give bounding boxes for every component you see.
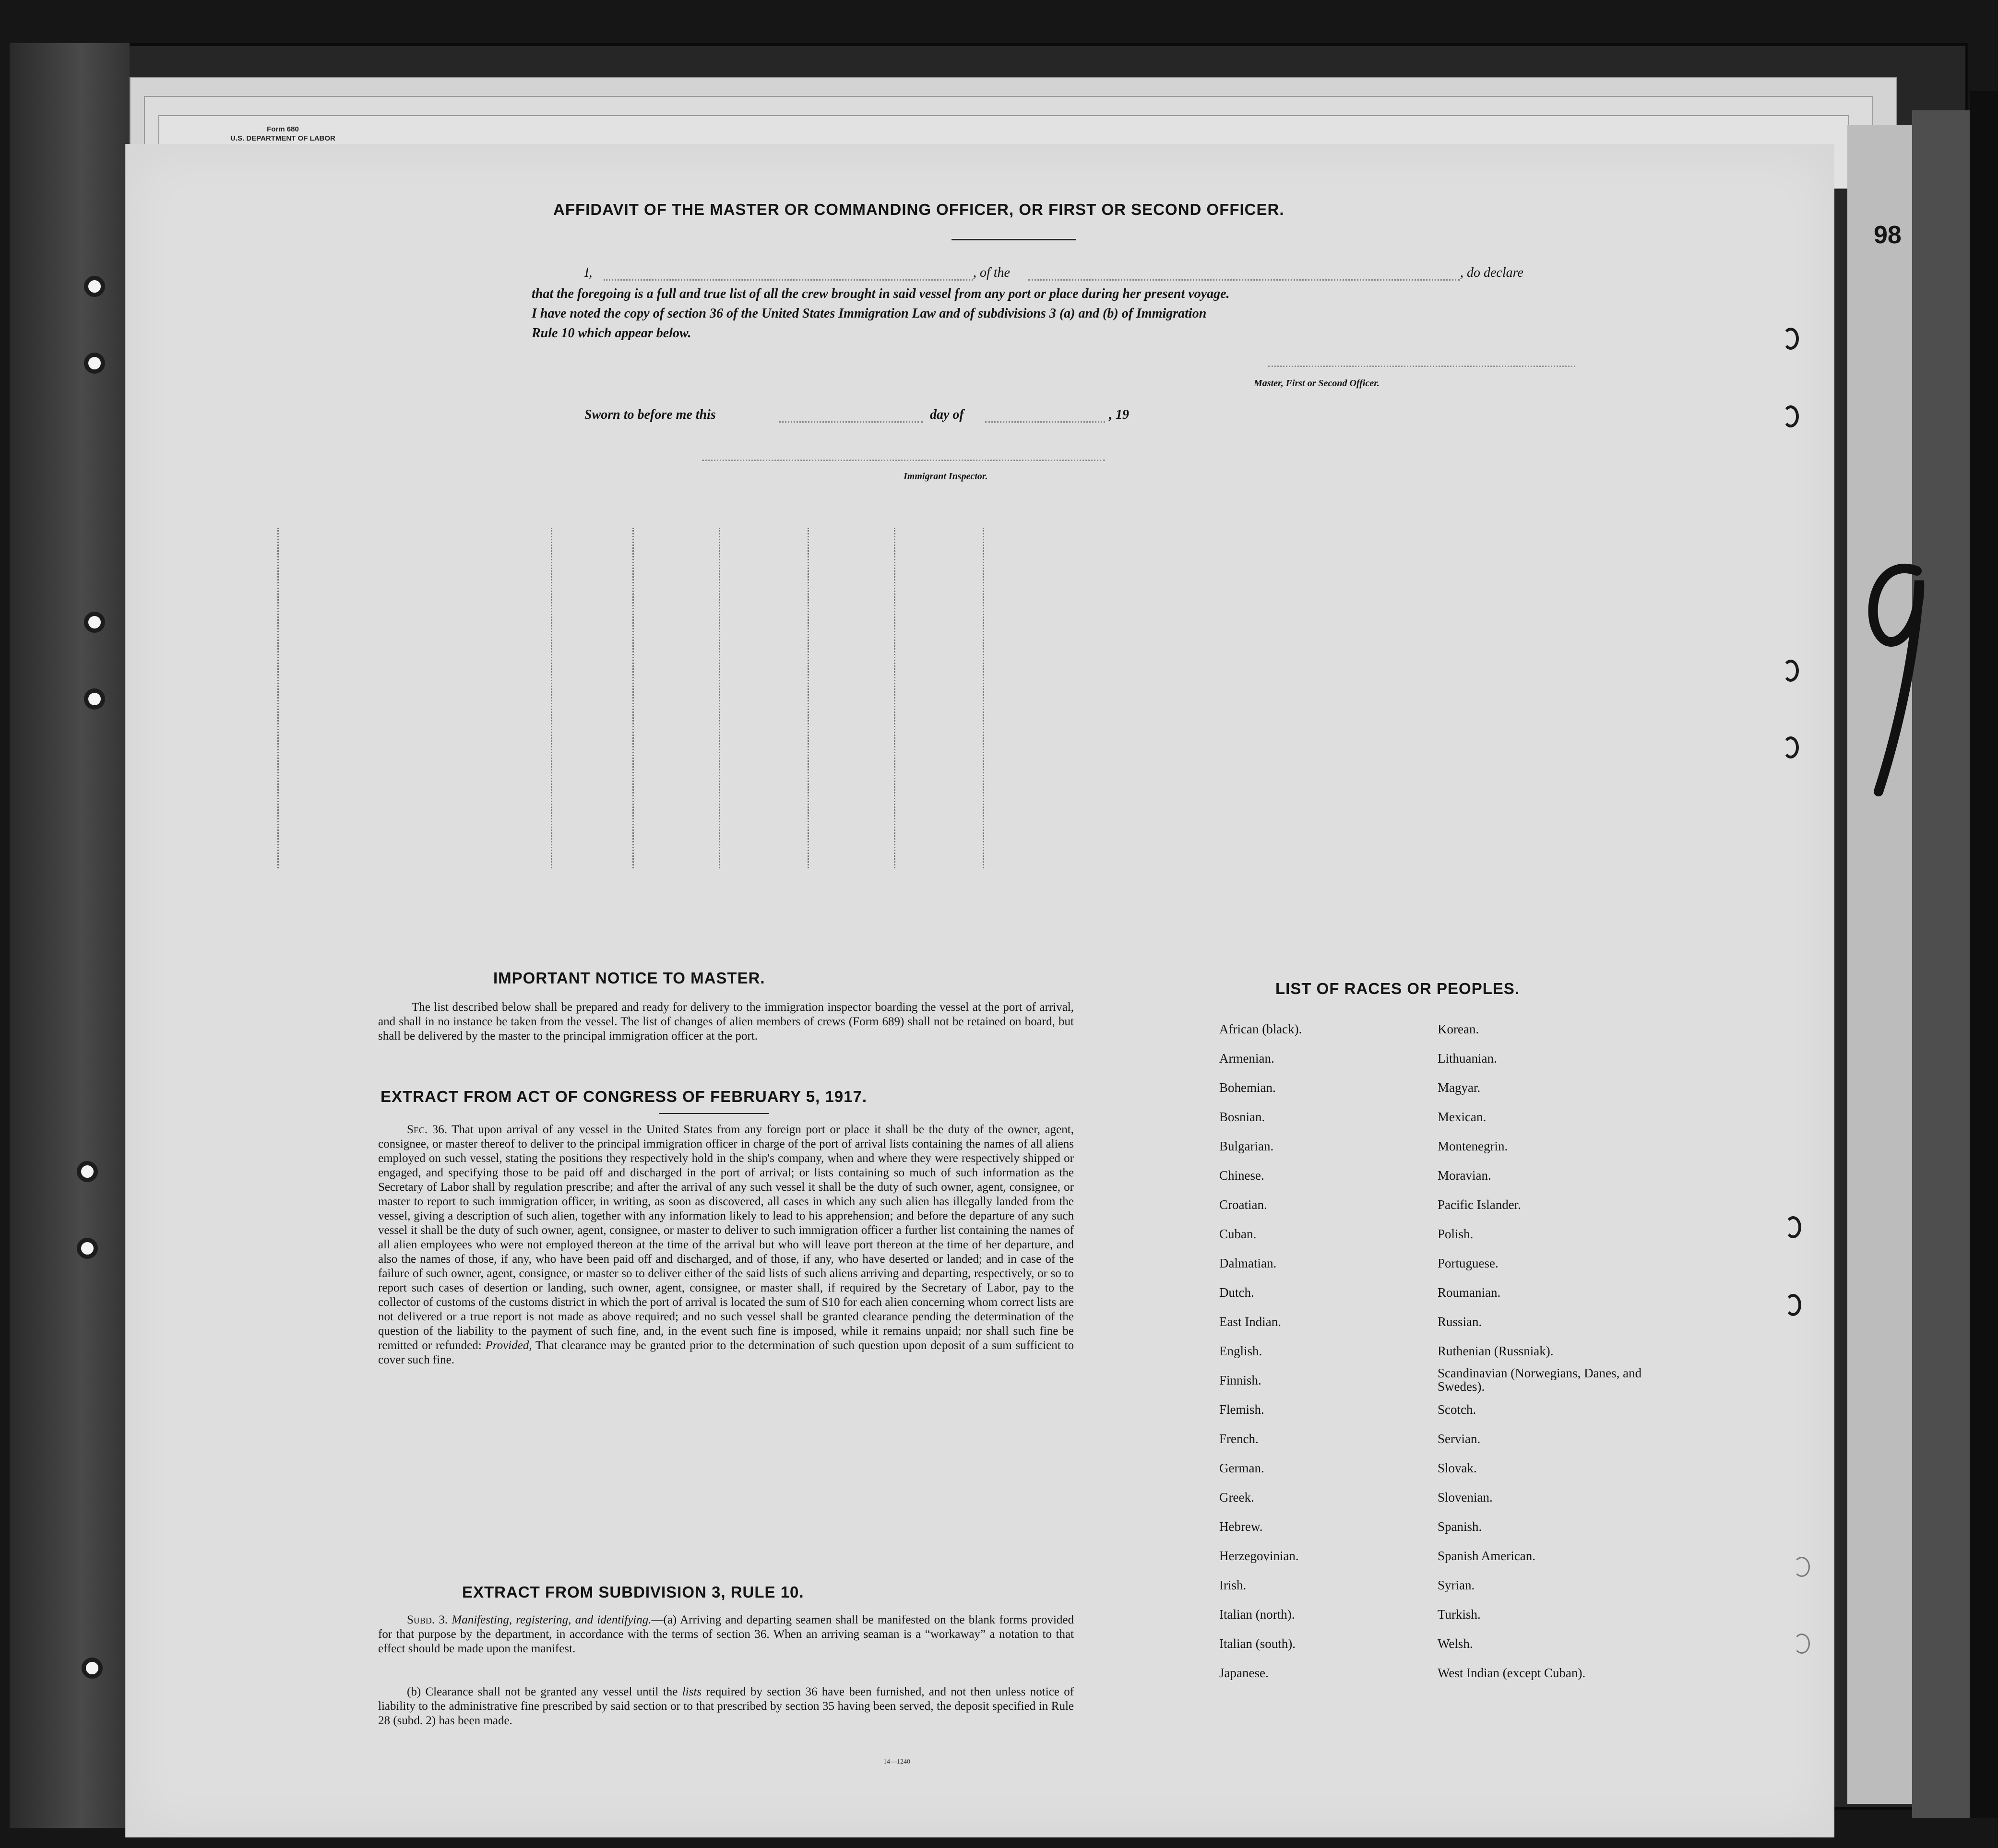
master-signature-line[interactable] [1268, 366, 1575, 367]
binder-spine [10, 43, 130, 1828]
section-label: Sec. 36. [407, 1123, 447, 1136]
race-item: Russian. [1438, 1315, 1482, 1329]
vessel-name-blank[interactable] [1028, 279, 1460, 281]
form-number: Form 680 [267, 125, 299, 133]
underlying-manifest-edge [1847, 125, 1912, 1804]
binder-ring [1783, 328, 1799, 350]
race-item: Bohemian. [1219, 1080, 1276, 1095]
affidavit-line-2: that the foregoing is a full and true list of all the crew brought in said vessel from any port or place during her present voyage. [532, 286, 1230, 301]
binder-hole [77, 1238, 98, 1259]
race-item: Japanese. [1219, 1666, 1269, 1680]
race-item: Bosnian. [1219, 1110, 1265, 1124]
sworn-day-of: day of [930, 407, 964, 422]
para-b-rest: required by section 36 have been furnished, and not then unless notice of liability to the administrative fine prescribed by said section or to that prescribed by section 35 having been served, the deposit specified in Rule 28 (subd. 2) has been made. [378, 1685, 1074, 1727]
race-item: Spanish American. [1438, 1549, 1535, 1563]
binder-hole [84, 612, 105, 633]
race-item: Cuban. [1219, 1227, 1257, 1241]
race-item: Flemish. [1219, 1402, 1264, 1417]
inspector-signature-line[interactable] [702, 460, 1105, 461]
race-item: Montenegrin. [1438, 1139, 1508, 1153]
section-body: That upon arrival of any vessel in the United States from any foreign port or place it shall be the duty of the owner, agent, consignee, or master thereof to deliver to the principal immigration officer in charge of the port of arrival lists containing the names of all aliens employed on such vessel, stating the positions they respectively hold in the ship's company, when and where they were respectively shipped or engaged, and specifying those to be paid off and discharged in the port of arrival; or lists containing so much of such information as the Secretary of Labor shall by regulation prescribe; and after the arrival of any such vessel it shall be the duty of such owner, agent, consignee, or master to report to such immigration officer, in writing, as soon as discovered, all cases in which any such alien has illegally landed from the vessel, giving a description of such alien, together with any information likely to lead to his apprehension; and before the departure of any such vessel it shall be the duty of such owner, agent, consignee, or master to deliver to such immigration officer a further list containing the names of all alien employees who were not employed thereon at the time of the arrival but who will leave port thereon at the time of her departure, and also the names of those, if any, who have been paid off and discharged, and of those, if any, who have deserted or landed; and in case of the failure of such owner, agent, consignee, or master so to deliver either of the said lists of such aliens arriving and departing, respectively, or so to report such cases of desertion or landing, such owner, agent, consignee, or master shall, if required by the Secretary of Labor, pay to the collector of customs of the customs district in which the port of arrival is located the sum of $10 for each alien concerning whom correct lists are not delivered or a true report is not made as above required; and no such vessel shall be granted clearance pending the determination of the question of the liability to the payment of such fine, and, in the event such fine is imposed, while it remains unpaid; nor shall such fine be remitted or refunded: [378, 1123, 1074, 1352]
race-item: West Indian (except Cuban). [1438, 1666, 1586, 1680]
binder-ring [1785, 1294, 1801, 1316]
faint-column-rule [983, 528, 984, 868]
extract-rule-title: EXTRACT FROM SUBDIVISION 3, RULE 10. [462, 1583, 804, 1601]
department-name: U.S. DEPARTMENT OF LABOR [230, 134, 335, 142]
sworn-month-blank[interactable] [985, 421, 1105, 423]
binder-ring [1785, 1216, 1801, 1238]
para-b-lists: lists [682, 1685, 702, 1698]
binder-right-shadow [1970, 91, 1998, 1818]
races-title: LIST OF RACES OR PEOPLES. [1275, 980, 1520, 997]
race-item: Pacific Islander. [1438, 1197, 1521, 1212]
race-item: Welsh. [1438, 1636, 1473, 1651]
affidavit-title: AFFIDAVIT OF THE MASTER OR COMMANDING OFFICER, OR FIRST OR SECOND OFFICER. [553, 201, 1284, 218]
binder-hole [82, 1658, 103, 1679]
extract-act-underline [659, 1113, 769, 1114]
affidavit-line-4: Rule 10 which appear below. [532, 326, 691, 341]
affidavit-i: I, [584, 265, 593, 280]
race-item: Croatian. [1219, 1197, 1267, 1212]
subd-para-a: —(a) Arriving and departing seamen shall be manifested on the blank forms provided for that purpose by the department, in accordance with the terms of section 36. When an arriving seaman is a “workaway” a notation to that effect should be made upon the manifest. [378, 1613, 1074, 1655]
race-item: Slovak. [1438, 1461, 1477, 1475]
race-item: Dalmatian. [1219, 1256, 1277, 1270]
race-item: Moravian. [1438, 1168, 1491, 1183]
faint-column-rule [277, 528, 279, 868]
title-underline [951, 239, 1076, 240]
binder-ring [1794, 1634, 1810, 1654]
master-signature-label: Master, First or Second Officer. [1254, 378, 1380, 389]
notice-title [493, 969, 765, 987]
faint-column-rule [808, 528, 809, 868]
subdivision-3-text [378, 1613, 1074, 1656]
para-b-lead: (b) Clearance shall not be granted any vessel until the [407, 1685, 678, 1698]
race-item: African (black). [1219, 1022, 1302, 1036]
race-item: Ruthenian (Russniak). [1438, 1344, 1554, 1358]
faint-column-rule [632, 528, 634, 868]
binder-ring [1783, 405, 1799, 427]
affidavit-do-declare: , do declare [1460, 265, 1523, 280]
race-item: Hebrew. [1219, 1519, 1263, 1534]
notice-body: The list described below shall be prepared and ready for delivery to the immigration inspector boarding the vessel at the port of arrival, and shall in no instance be taken from the vessel. The list of changes of alien members of crews (Form 689) shall not be retained on board, but shall be delivered by the master to the principal immigration officer at the port. [378, 1001, 1074, 1042]
handwritten-nine [1859, 552, 1931, 801]
race-item: Dutch. [1219, 1285, 1254, 1300]
affidavit-of-the: , of the [973, 265, 1010, 280]
subd-heading: Manifesting, registering, and identifying. [452, 1613, 652, 1626]
provided-body: That clearance may be granted prior to the determination of such question upon deposit of a sum sufficient to cover such fine. [378, 1339, 1074, 1366]
race-item: Roumanian. [1438, 1285, 1501, 1300]
race-item: French. [1219, 1432, 1259, 1446]
race-item: Finnish. [1219, 1373, 1261, 1387]
sworn-prefix: Sworn to before me this [584, 407, 716, 422]
race-item: Slovenian. [1438, 1490, 1493, 1504]
binder-hole [84, 353, 105, 374]
binder-hole [84, 276, 105, 297]
race-item: East Indian. [1219, 1315, 1281, 1329]
binder-ring [1783, 736, 1799, 758]
race-item: Irish. [1219, 1578, 1247, 1592]
inspector-label: Immigrant Inspector. [904, 471, 988, 482]
sworn-day-blank[interactable] [779, 421, 923, 423]
race-item: Bulgarian. [1219, 1139, 1274, 1153]
affidavit-page [125, 144, 1834, 1837]
binder-hole [84, 688, 105, 710]
faint-column-rule [894, 528, 895, 868]
race-item: Greek. [1219, 1490, 1254, 1504]
race-item: Turkish. [1438, 1607, 1481, 1622]
print-code: 14—1240 [883, 1758, 910, 1765]
race-item: Mexican. [1438, 1110, 1487, 1124]
race-item: Syrian. [1438, 1578, 1475, 1592]
race-item: Portuguese. [1438, 1256, 1498, 1270]
subdivision-3b-text [378, 1685, 1074, 1728]
extract-act-title: EXTRACT FROM ACT OF CONGRESS OF FEBRUARY 5, 1917. [381, 1088, 868, 1105]
sworn-year-prefix: , 19 [1109, 407, 1129, 422]
race-item: Magyar. [1438, 1080, 1481, 1095]
race-item: Chinese. [1219, 1168, 1264, 1183]
race-item: German. [1219, 1461, 1264, 1475]
race-item: Korean. [1438, 1022, 1479, 1036]
page-corner-number: 98 [1874, 221, 1902, 249]
race-item: Italian (north). [1219, 1607, 1295, 1622]
race-item: Lithuanian. [1438, 1051, 1497, 1066]
race-item: Scotch. [1438, 1402, 1476, 1417]
binder-right-edge [1912, 110, 1970, 1818]
race-item: Italian (south). [1219, 1636, 1296, 1651]
binder-ring [1794, 1557, 1810, 1577]
master-name-blank[interactable] [604, 279, 973, 281]
provided-label: Provided, [485, 1339, 532, 1352]
race-item: English. [1219, 1344, 1262, 1358]
race-item: Polish. [1438, 1227, 1474, 1241]
faint-column-rule [719, 528, 720, 868]
race-item: Scandinavian (Norwegians, Danes, and Swedes). [1438, 1366, 1642, 1394]
subd-label: Subd. 3. [407, 1613, 448, 1626]
affidavit-line-3: I have noted the copy of section 36 of the United States Immigration Law and of subdivisions 3 (a) and (b) of Immigration [532, 306, 1207, 321]
race-item: Armenian. [1219, 1051, 1274, 1066]
notice-title-text: IMPORTANT NOTICE TO MASTER. [493, 969, 765, 987]
race-item: Herzegovinian. [1219, 1549, 1299, 1563]
faint-column-rule [551, 528, 552, 868]
binder-ring [1783, 660, 1799, 682]
race-item: Servian. [1438, 1432, 1481, 1446]
race-item: Spanish. [1438, 1519, 1482, 1534]
section-36-text [378, 1123, 1074, 1367]
binder-hole [77, 1161, 98, 1182]
